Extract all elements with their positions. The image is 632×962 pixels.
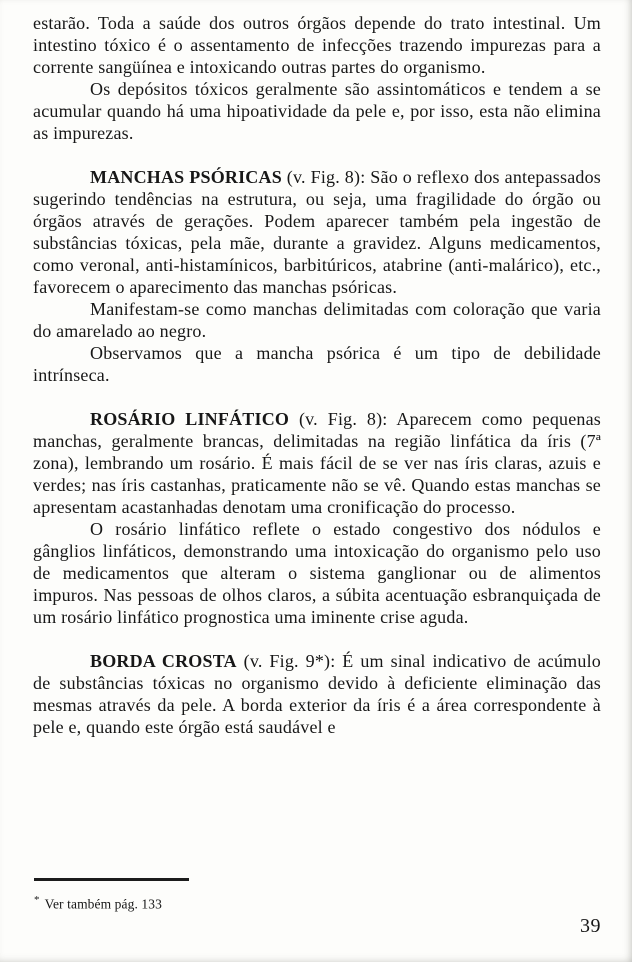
section-manchas-psoricas xyxy=(33,166,601,298)
footnote-divider xyxy=(34,878,189,881)
section-rosario-linfatico xyxy=(33,408,601,518)
paragraph-text: Manifestam-se como manchas delimitadas com coloração que varia do amarelado ao negro. xyxy=(33,299,601,341)
paragraph-text: estarão. Toda a saúde dos outros órgãos depende do trato intestinal. Um intestino tóxico é o assentamento de infecções trazendo impurezas para a corrente sangüínea e intoxicando outras partes do organismo. xyxy=(33,13,601,77)
section-heading: ROSÁRIO LINFÁTICO xyxy=(90,409,290,429)
page-number: 39 xyxy=(580,915,601,937)
paragraph xyxy=(33,342,601,386)
paragraph xyxy=(33,78,601,144)
paragraph-text: Observamos que a mancha psórica é um tipo de debilidade intrínseca. xyxy=(33,343,601,385)
section-heading: BORDA CROSTA xyxy=(90,651,237,671)
paragraph-text: (v. Fig. 8): Aparecem como pequenas manchas, geralmente brancas, delimitadas na região linfática da íris (7ª zona), lembrando um rosário. É mais fácil de se ver nas íris claras, azuis e verdes; nas íris castanhas, praticamente não se vê. Quando estas manchas se apresentam acastanhadas denotam uma cronificação do processo. xyxy=(33,409,601,517)
paragraph xyxy=(33,12,601,78)
footnote-marker: * xyxy=(34,894,40,906)
paragraph xyxy=(33,298,601,342)
paragraph xyxy=(33,518,601,628)
paragraph-text: (v. Fig. 8): São o reflexo dos antepassados sugerindo tendências na estrutura, ou seja, uma fragilidade do órgão ou órgãos através de gerações. Podem aparecer também pela ingestão de substâncias tóxicas, pela mãe, durante a gravidez. Alguns medicamentos, como veronal, anti-histamínicos, barbitúricos, atabrine (anti-malárico), etc., favorecem o aparecimento das manchas psóricas. xyxy=(33,167,601,297)
section-heading: MANCHAS PSÓRICAS xyxy=(90,167,282,187)
section-borda-crosta xyxy=(33,650,601,738)
footnote-text: Ver também pág. 133 xyxy=(44,896,162,912)
paragraph-text: (v. Fig. 9*): É um sinal indicativo de acúmulo de substâncias tóxicas no organismo devido à deficiente eliminação das mesmas através da pele. A borda exterior da íris é a área correspondente à pele e, quando este órgão está saudável e xyxy=(33,651,601,737)
paragraph-text: O rosário linfático reflete o estado congestivo dos nódulos e gânglios linfáticos, demonstrando uma intoxicação do organismo pelo uso de medicamentos que alteram o sistema ganglionar ou de alimentos impuros. Nas pessoas de olhos claros, a súbita acentuação esbranquiçada de um rosário linfático prognostica uma iminente crise aguda. xyxy=(33,519,601,627)
paragraph-text: Os depósitos tóxicos geralmente são assintomáticos e tendem a se acumular quando há uma hipoatividade da pele e, por isso, esta não elimina as impurezas. xyxy=(33,79,601,143)
body-text xyxy=(33,12,601,738)
footnote xyxy=(34,891,162,914)
